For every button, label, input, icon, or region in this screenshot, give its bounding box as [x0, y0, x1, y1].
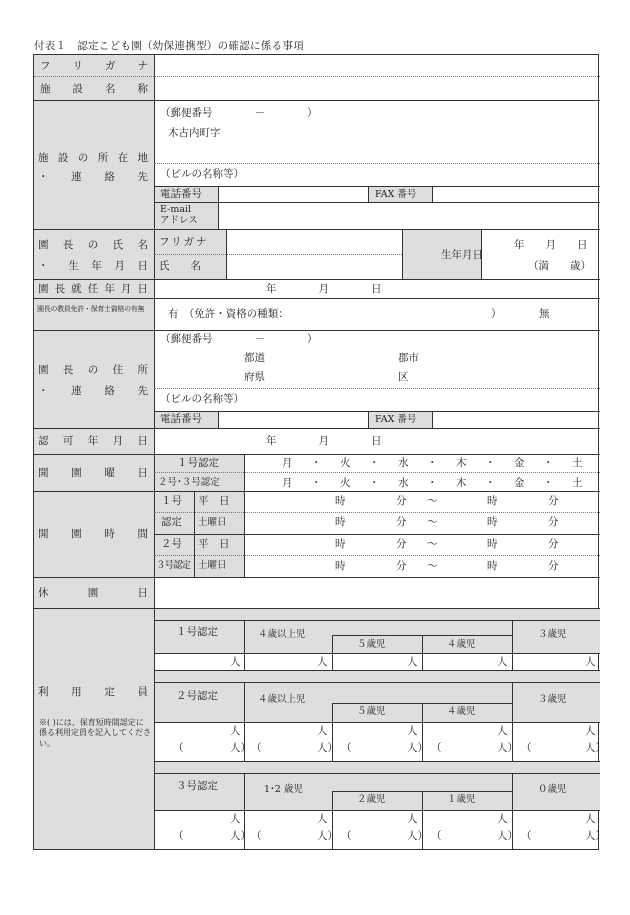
open-day-sep-2-5: ・: [543, 477, 554, 489]
cap1-person-1: 人: [230, 656, 241, 668]
director-birth-value: 年 月 日: [514, 239, 588, 251]
cap3-short-close-3: 人）: [407, 830, 428, 842]
hours-2-close-min: 分: [548, 516, 559, 528]
license-close: ）: [491, 308, 502, 320]
open-day-sep-1-4: ・: [485, 457, 496, 469]
director-birth-label: 生年月日: [441, 249, 483, 261]
cap2-short-open-5: （: [521, 742, 532, 754]
cap-type3: ３号認定: [176, 780, 218, 792]
cap-type1: １号認定: [176, 626, 218, 638]
cap3-age0: ０歳児: [538, 784, 567, 795]
open-days-label: 開 園 曜 日: [38, 467, 148, 479]
cap3-age2: ２歳児: [357, 794, 386, 805]
capacity-band-3: [154, 761, 600, 773]
cap2-short-open-4: （: [431, 742, 442, 754]
director-home-label-1: 園長の住所: [38, 364, 148, 376]
facility-address-label-1: 施設の所在地: [38, 152, 148, 164]
hours-row1-day: 平 日: [198, 495, 230, 507]
facility-phone-label: 電話番号: [160, 188, 202, 200]
cap1-person-4: 人: [497, 656, 508, 668]
cap3-person-2: 人: [317, 813, 328, 825]
hours-4-open-min: 分: [396, 560, 407, 572]
cap-type2: ２号認定: [176, 690, 218, 702]
facility-name-label: 施 設 名 称: [40, 83, 148, 95]
cap2-short-open-3: （: [341, 742, 352, 754]
cap3-person-1: 人: [230, 813, 241, 825]
open-day-1-1: 月: [282, 457, 293, 469]
approval-date-label: 認 可 年 月 日: [38, 435, 148, 447]
open-day-sep-1-3: ・: [427, 457, 438, 469]
cap1-age4: ４歳児: [447, 639, 476, 650]
hours-1-tilde: ～: [427, 495, 438, 507]
open-day-1-5: 金: [514, 457, 525, 469]
cap3-person-3: 人: [407, 813, 418, 825]
hours-2-tilde: ～: [427, 516, 438, 528]
cap3-person-5: 人: [585, 813, 596, 825]
cap2-age4: ４歳児: [447, 706, 476, 717]
hours-3-open-hour: 時: [335, 538, 346, 550]
open-day-2-1: 月: [282, 477, 293, 489]
open-day-sep-2-3: ・: [427, 477, 438, 489]
cap1-person-5: 人: [585, 656, 596, 668]
cap2-short-close-2: 人）: [317, 742, 338, 754]
home-city-2: 区: [398, 371, 409, 383]
hours-1-open-min: 分: [396, 495, 407, 507]
cap1-person-3: 人: [407, 656, 418, 668]
open-day-2-4: 木: [456, 477, 467, 489]
open-day-2-6: 土: [572, 477, 583, 489]
home-fax-label: FAX 番号: [375, 414, 417, 425]
capacity-band-2: [154, 670, 600, 682]
director-name-field-label: 氏 名: [159, 260, 201, 272]
hours-3-tilde: ～: [427, 538, 438, 550]
cap3-short-close-5: 人）: [585, 830, 606, 842]
cap2-age3: ３歳児: [538, 694, 567, 705]
cap3-short-close-1: 人）: [230, 830, 251, 842]
cap2-age5: ５歳児: [357, 706, 386, 717]
open-day-sep-2-2: ・: [369, 477, 380, 489]
cap3-short-open-5: （: [521, 830, 532, 842]
hours-1-close-hour: 時: [487, 495, 498, 507]
capacity-note: ※( )には、保育短時間認定に係る利用定員を記入してください。: [39, 718, 151, 748]
form-title: 付表１ 認定こども園（幼保連携型）の確認に係る事項: [34, 40, 304, 52]
cap2-person-1: 人: [230, 725, 241, 737]
facility-postal: （郵便番号 － ）: [160, 107, 318, 119]
open-days-type1: １号認定: [177, 457, 219, 469]
hours-4-close-hour: 時: [487, 560, 498, 572]
director-name-label-2: ・ 生 年 月 日: [38, 260, 148, 272]
cap2-short-close-3: 人）: [407, 742, 428, 754]
hours-row1-type: １号: [161, 495, 182, 507]
facility-email-label-2: アドレス: [160, 215, 198, 226]
cap3-short-open-1: （: [173, 830, 184, 842]
license-no: 無: [539, 308, 550, 320]
open-day-sep-1-1: ・: [311, 457, 322, 469]
open-day-1-3: 水: [398, 457, 409, 469]
hours-row4-type: ３号認定: [156, 560, 191, 571]
cap1-age5: ５歳児: [357, 639, 386, 650]
facility-building: （ビルの名称等）: [160, 168, 244, 180]
home-postal: （郵便番号 － ）: [160, 333, 318, 345]
hours-4-open-hour: 時: [335, 560, 346, 572]
hours-1-open-hour: 時: [335, 495, 346, 507]
open-hours-label: 開 園 時 間: [38, 528, 148, 540]
cap3-short-open-3: （: [341, 830, 352, 842]
open-day-sep-2-4: ・: [485, 477, 496, 489]
hours-3-close-min: 分: [548, 538, 559, 550]
hours-row3-type: ２号: [161, 538, 182, 550]
open-day-2-2: 火: [340, 477, 351, 489]
cap3-age12: 1･2 歳児: [264, 784, 303, 795]
cap2-short-open-1: （: [173, 742, 184, 754]
label-divider: [154, 55, 155, 849]
director-home-label-2: ・ 連 絡 先: [38, 385, 148, 397]
hours-row2-day: 土曜日: [198, 517, 227, 528]
cap3-short-close-2: 人）: [317, 830, 338, 842]
hours-4-close-min: 分: [548, 560, 559, 572]
cap1-age4plus: ４歳以上児: [258, 629, 306, 640]
cap3-short-open-4: （: [431, 830, 442, 842]
hours-3-close-hour: 時: [487, 538, 498, 550]
open-day-1-4: 木: [456, 457, 467, 469]
cap2-short-close-4: 人）: [497, 742, 518, 754]
home-pref-2: 府県: [244, 371, 265, 383]
cap3-person-4: 人: [497, 813, 508, 825]
director-age: （満 歳）: [528, 260, 591, 272]
facility-fax-label: FAX 番号: [375, 189, 417, 200]
director-furigana-label: フリガナ: [159, 236, 209, 248]
cap3-short-open-2: （: [251, 830, 262, 842]
label-column-upper: [34, 55, 154, 608]
hours-4-tilde: ～: [427, 560, 438, 572]
hours-2-open-hour: 時: [335, 516, 346, 528]
hours-3-open-min: 分: [396, 538, 407, 550]
hours-1-close-min: 分: [548, 495, 559, 507]
cap2-short-close-5: 人）: [585, 742, 606, 754]
director-appointed-value: 年 月 日: [266, 283, 382, 295]
home-city-1: 郡市: [398, 352, 419, 364]
cap3-age1: １歳児: [447, 794, 476, 805]
director-license-label: 園長の教員免許・保育士資格の有無: [37, 305, 145, 313]
open-day-sep-1-5: ・: [543, 457, 554, 469]
closed-days-label: 休 園 日: [38, 587, 148, 599]
facility-address-label-2: ・ 連 絡 先: [38, 171, 148, 183]
capacity-band-1: [154, 608, 600, 620]
open-day-2-5: 金: [514, 477, 525, 489]
home-building: （ビルの名称等）: [160, 393, 244, 405]
approval-date-value: 年 月 日: [266, 435, 382, 447]
home-pref-1: 都道: [244, 352, 265, 364]
capacity-label: 利 用 定 員: [38, 686, 148, 698]
open-days-type23: ２号･３号認定: [158, 477, 220, 488]
facility-town: 木古内町字: [168, 127, 221, 139]
hours-row2-type: 認定: [161, 516, 182, 528]
hours-2-open-min: 分: [396, 516, 407, 528]
director-appointed-label: 園長就任年月日: [38, 283, 148, 295]
open-day-1-6: 土: [572, 457, 583, 469]
hours-row3-day: 平 日: [198, 538, 230, 550]
cap2-person-3: 人: [407, 725, 418, 737]
confirmation-form: [33, 54, 606, 850]
cap2-age4plus: ４歳以上児: [258, 694, 306, 705]
director-name-label-1: 園長の氏名: [38, 239, 148, 251]
cap2-person-2: 人: [317, 725, 328, 737]
facility-email-label-1: E-mail: [160, 204, 192, 215]
open-day-sep-1-2: ・: [369, 457, 380, 469]
cap2-person-4: 人: [497, 725, 508, 737]
open-day-2-3: 水: [398, 477, 409, 489]
hours-2-close-hour: 時: [487, 516, 498, 528]
open-day-sep-2-1: ・: [311, 477, 322, 489]
home-phone-label: 電話番号: [160, 413, 202, 425]
cap3-short-close-4: 人）: [497, 830, 518, 842]
cap2-short-open-2: （: [251, 742, 262, 754]
furigana-label: フ リ ガ ナ: [40, 60, 148, 72]
cap1-person-2: 人: [317, 656, 328, 668]
hours-row4-day: 土曜日: [198, 560, 227, 571]
cap2-short-close-1: 人）: [230, 742, 251, 754]
license-yes: 有 （免許・資格の種類：: [168, 308, 289, 320]
open-day-1-2: 火: [340, 457, 351, 469]
capacity-type2-cell: [154, 682, 244, 722]
cap1-age3: ３歳児: [538, 629, 567, 640]
cap2-person-5: 人: [585, 725, 596, 737]
